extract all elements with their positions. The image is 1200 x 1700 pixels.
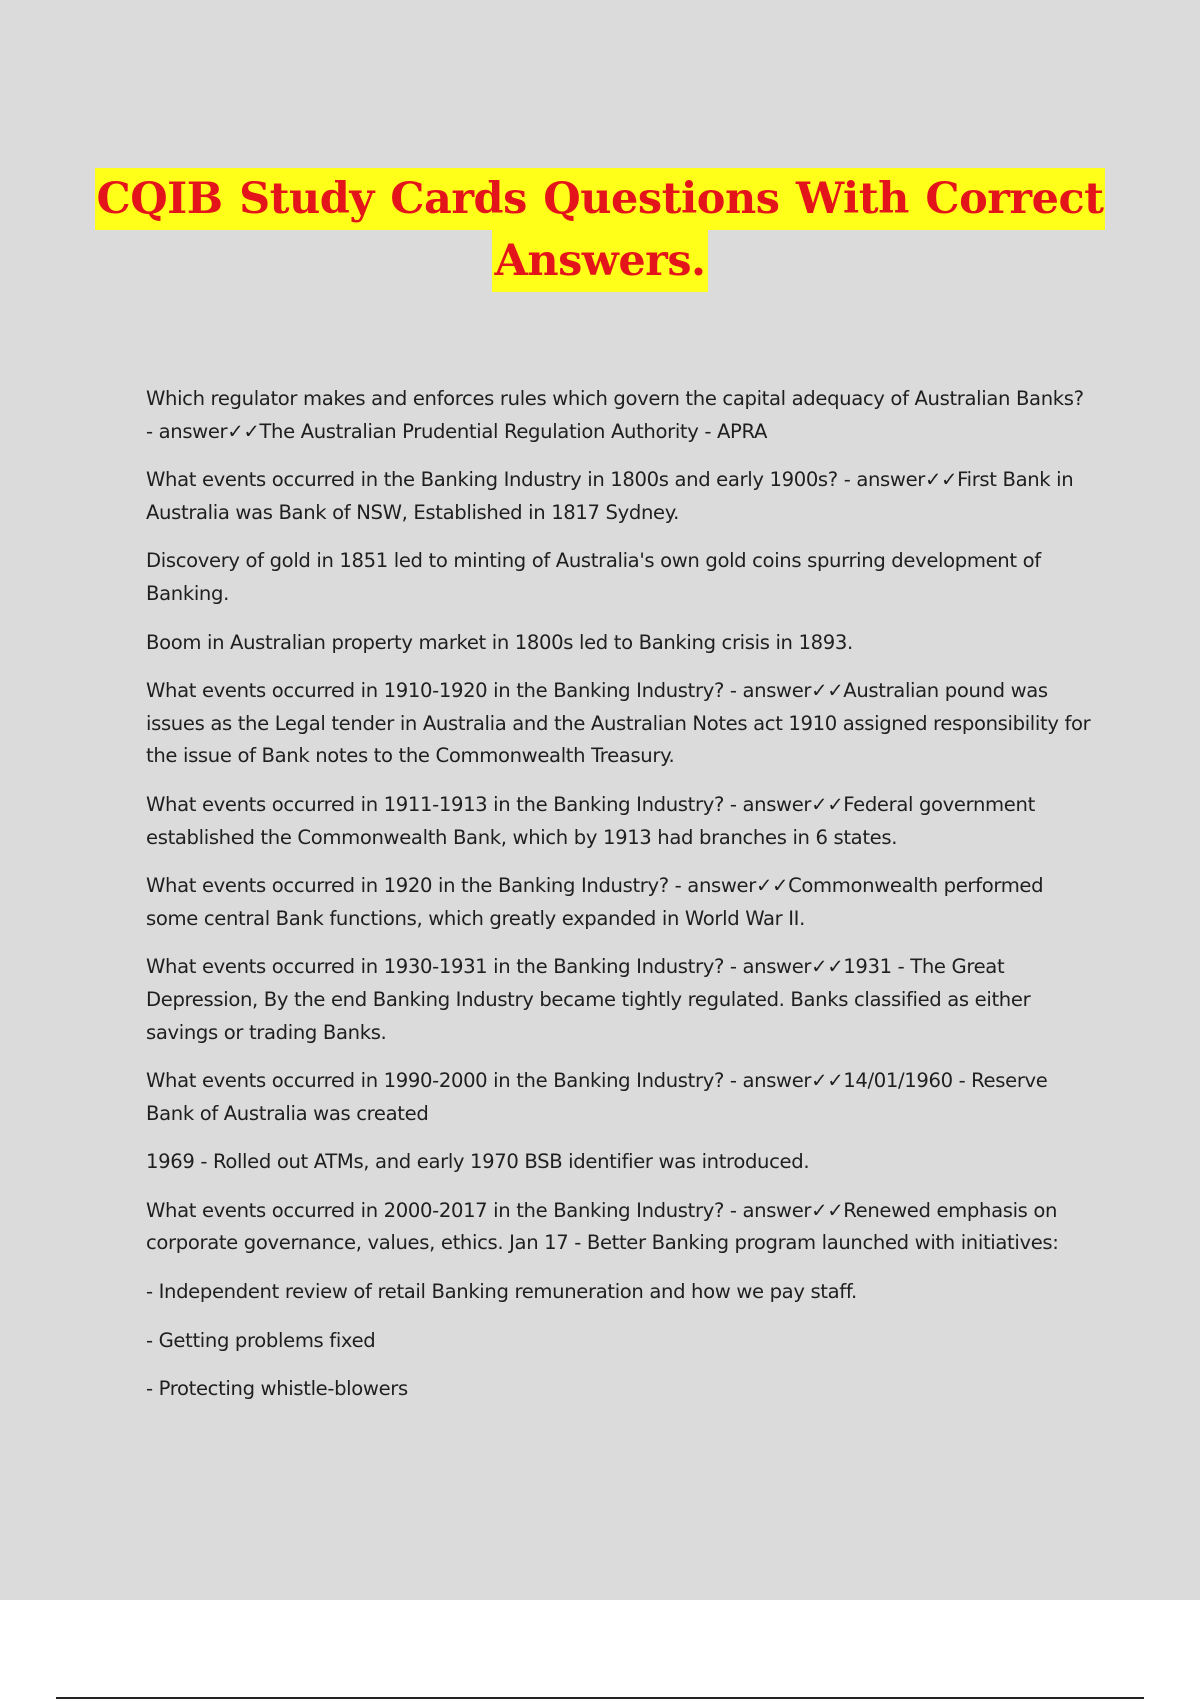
paragraph-apra-question: Which regulator makes and enforces rules which govern the capital adequacy of Australian Banks? - answer✓✓The Australian Prudential Regulation Authority - APRA — [146, 387, 1084, 443]
paragraph-1800s-question: What events occurred in the Banking Industry in 1800s and early 1900s? - answer✓✓First Bank in Australia was Bank of NSW, Established in 1817 Sydney. — [146, 468, 1074, 524]
document-body — [146, 383, 1096, 1422]
paragraph-1910-1920-question: What events occurred in 1910-1920 in the Banking Industry? - answer✓✓Australian pound was issues as the Legal tender in Australia and the Australian Notes act 1910 assigned responsibility for the issue of Bank notes to the Commonwealth Treasury. — [146, 679, 1091, 768]
paragraph-1920-question: What events occurred in 1920 in the Banking Industry? - answer✓✓Commonwealth performed some central Bank functions, which greatly expanded in World War II. — [146, 874, 1044, 930]
paragraph-1930-1931-question: What events occurred in 1930-1931 in the Banking Industry? - answer✓✓1931 - The Great Depression, By the end Banking Industry became tightly regulated. Banks classified as either savings or trading Banks. — [146, 955, 1031, 1044]
title-line-1: CQIB Study Cards Questions With Correct — [95, 168, 1106, 230]
list-item-independent-review: - Independent review of retail Banking remuneration and how we pay staff. — [146, 1280, 857, 1304]
footer-divider — [56, 1697, 1144, 1699]
list-item-problems-fixed: - Getting problems fixed — [146, 1328, 376, 1352]
paragraph-1990-2000-question: What events occurred in 1990-2000 in the Banking Industry? - answer✓✓14/01/1960 - Reserve Bank of Australia was created — [146, 1069, 1048, 1125]
list-item-whistle-blowers: - Protecting whistle-blowers — [146, 1377, 408, 1401]
paragraph-gold-discovery: Discovery of gold in 1851 led to minting of Australia's own gold coins spurring development of Banking. — [146, 549, 1041, 605]
document-title — [0, 168, 1200, 292]
paragraph-2000-2017-question: What events occurred in 2000-2017 in the Banking Industry? - answer✓✓Renewed emphasis on corporate governance, values, ethics. Jan 17 - Better Banking program launched with initiatives: — [146, 1198, 1059, 1255]
paragraph-property-boom: Boom in Australian property market in 1800s led to Banking crisis in 1893. — [146, 630, 853, 654]
paragraph-atms-bsb: 1969 - Rolled out ATMs, and early 1970 BSB identifier was introduced. — [146, 1150, 810, 1174]
title-line-2: Answers. — [492, 230, 707, 292]
paragraph-1911-1913-question: What events occurred in 1911-1913 in the Banking Industry? - answer✓✓Federal government established the Commonwealth Bank, which by 1913 had branches in 6 states. — [146, 792, 1035, 849]
